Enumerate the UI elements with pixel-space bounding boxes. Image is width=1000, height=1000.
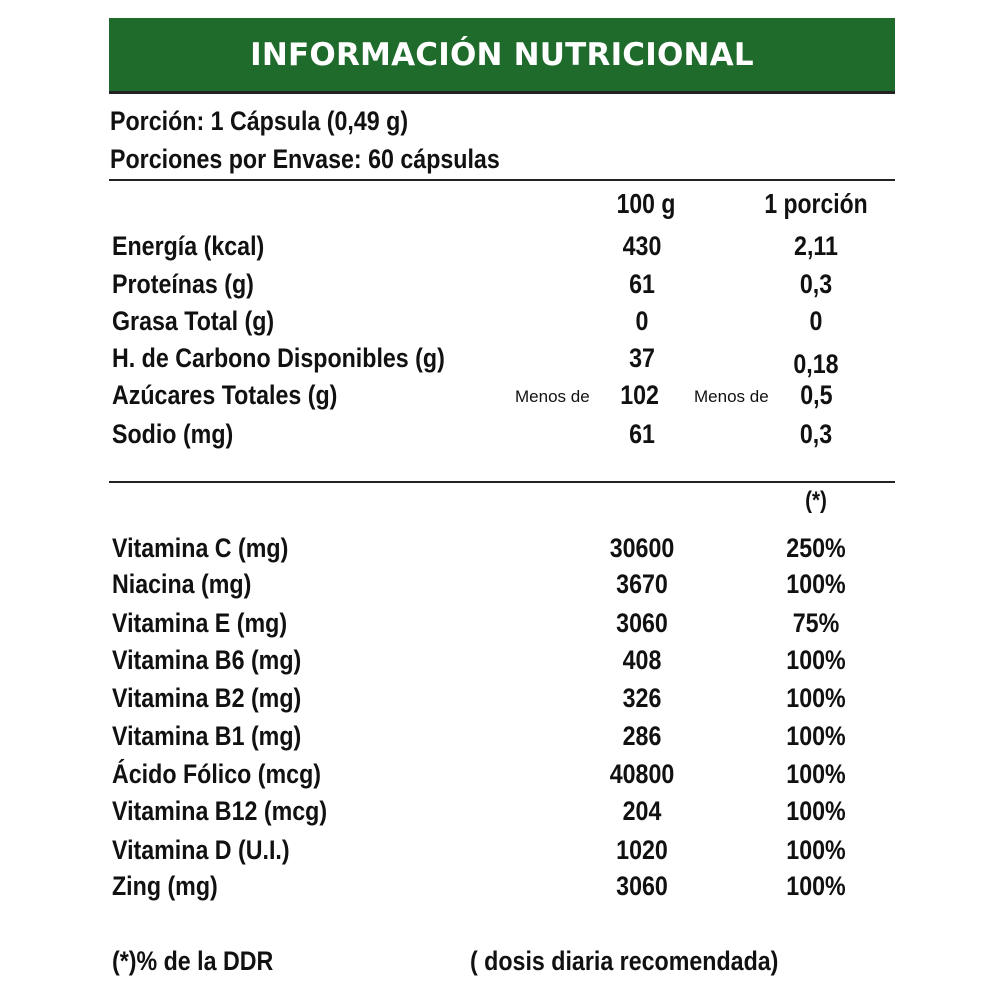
nutrient-row [0,340,1000,379]
vitamin-ddr-percent: 100% [786,796,846,826]
nutrient-row [0,303,1000,339]
vitamin-label: Vitamina C (mg) [112,533,289,563]
vitamin-ddr-percent: 100% [786,835,846,865]
vitamin-ddr-percent: 100% [786,683,846,713]
nutrient-row [0,228,1000,264]
nutrient-label: Sodio (mg) [112,419,234,449]
column-header-portion: 1 porción [764,188,868,219]
vitamin-ddr-percent: 100% [786,645,846,675]
nutrient-label: Proteínas (g) [112,269,254,299]
ddr-footnote: (*)% de la DDR [112,946,274,976]
column-header-100g: 100 g [616,188,676,219]
vitamin-label: Ácido Fólico (mcg) [112,759,321,789]
nutrient-value-portion: 0,18 [793,349,839,379]
vitamin-label: Vitamina D (U.I.) [112,835,290,865]
nutrient-value-100g: 102 [620,380,659,410]
vitamin-label: Vitamina B6 (mg) [112,645,302,675]
panel-title: INFORMACIÓN NUTRICIONAL [109,18,895,91]
nutrient-row [0,416,1000,452]
ddr-marker: (*) [805,487,827,514]
nutrient-label: Grasa Total (g) [112,306,275,336]
vitamin-row [0,793,1000,829]
vitamin-row [0,868,1000,904]
vitamin-value-100g: 1020 [616,835,668,865]
divider-middle [109,481,895,483]
vitamin-label: Vitamina E (mg) [112,608,288,638]
nutrient-value-portion: 0,5 [800,380,833,410]
nutrient-label: H. de Carbono Disponibles (g) [112,343,445,373]
vitamin-label: Vitamina B12 (mcg) [112,796,328,826]
divider-top [109,179,895,181]
vitamin-value-100g: 3670 [616,569,668,599]
vitamin-value-100g: 40800 [609,759,675,789]
vitamin-row [0,756,1000,792]
vitamin-row [0,832,1000,868]
nutrient-value-100g: 0 [635,306,649,336]
vitamin-label: Vitamina B1 (mg) [112,721,302,751]
nutrient-value-portion: 0,3 [799,269,833,299]
vitamin-value-100g: 30600 [609,533,675,563]
vitamin-label: Zing (mg) [112,871,218,901]
nutrient-row [0,266,1000,302]
nutrient-value-100g: 37 [629,343,655,373]
vitamin-row [0,530,1000,566]
nutrient-value-100g: 430 [622,231,662,261]
serving-size: Porción: 1 Cápsula (0,49 g) [110,106,409,136]
vitamin-ddr-percent: 100% [786,721,846,751]
vitamin-value-100g: 204 [622,796,662,826]
nutrient-value-portion: 2,11 [794,231,838,261]
vitamin-ddr-percent: 75% [792,608,840,638]
vitamin-ddr-percent: 100% [786,759,846,789]
title-underline [109,91,895,94]
vitamin-ddr-percent: 250% [786,533,846,563]
vitamin-row [0,642,1000,678]
ddr-explanation: ( dosis diaria recomendada) [470,946,779,976]
vitamin-label: Niacina (mg) [112,569,252,599]
nutrient-label: Azúcares Totales (g) [112,380,338,410]
nutrient-value-portion: 0,3 [799,419,833,449]
less-than-prefix: Menos de [694,387,769,406]
vitamin-row [0,718,1000,754]
vitamin-row [0,566,1000,602]
vitamin-value-100g: 326 [622,683,662,713]
vitamin-ddr-percent: 100% [786,871,846,901]
nutrient-row [0,377,1000,413]
vitamin-row [0,680,1000,716]
nutrient-value-portion: 0 [809,306,823,336]
vitamin-ddr-percent: 100% [786,569,846,599]
nutrient-value-100g: 61 [629,269,655,299]
nutrient-value-100g: 61 [629,419,655,449]
vitamin-row [0,605,1000,641]
vitamin-label: Vitamina B2 (mg) [112,683,302,713]
less-than-prefix: Menos de [515,387,590,406]
servings-per-package: Porciones por Envase: 60 cápsulas [110,144,500,174]
vitamin-value-100g: 3060 [616,871,668,901]
vitamin-value-100g: 286 [622,721,662,751]
vitamin-value-100g: 3060 [616,608,668,638]
nutrient-label: Energía (kcal) [112,231,265,261]
vitamin-value-100g: 408 [622,645,662,675]
